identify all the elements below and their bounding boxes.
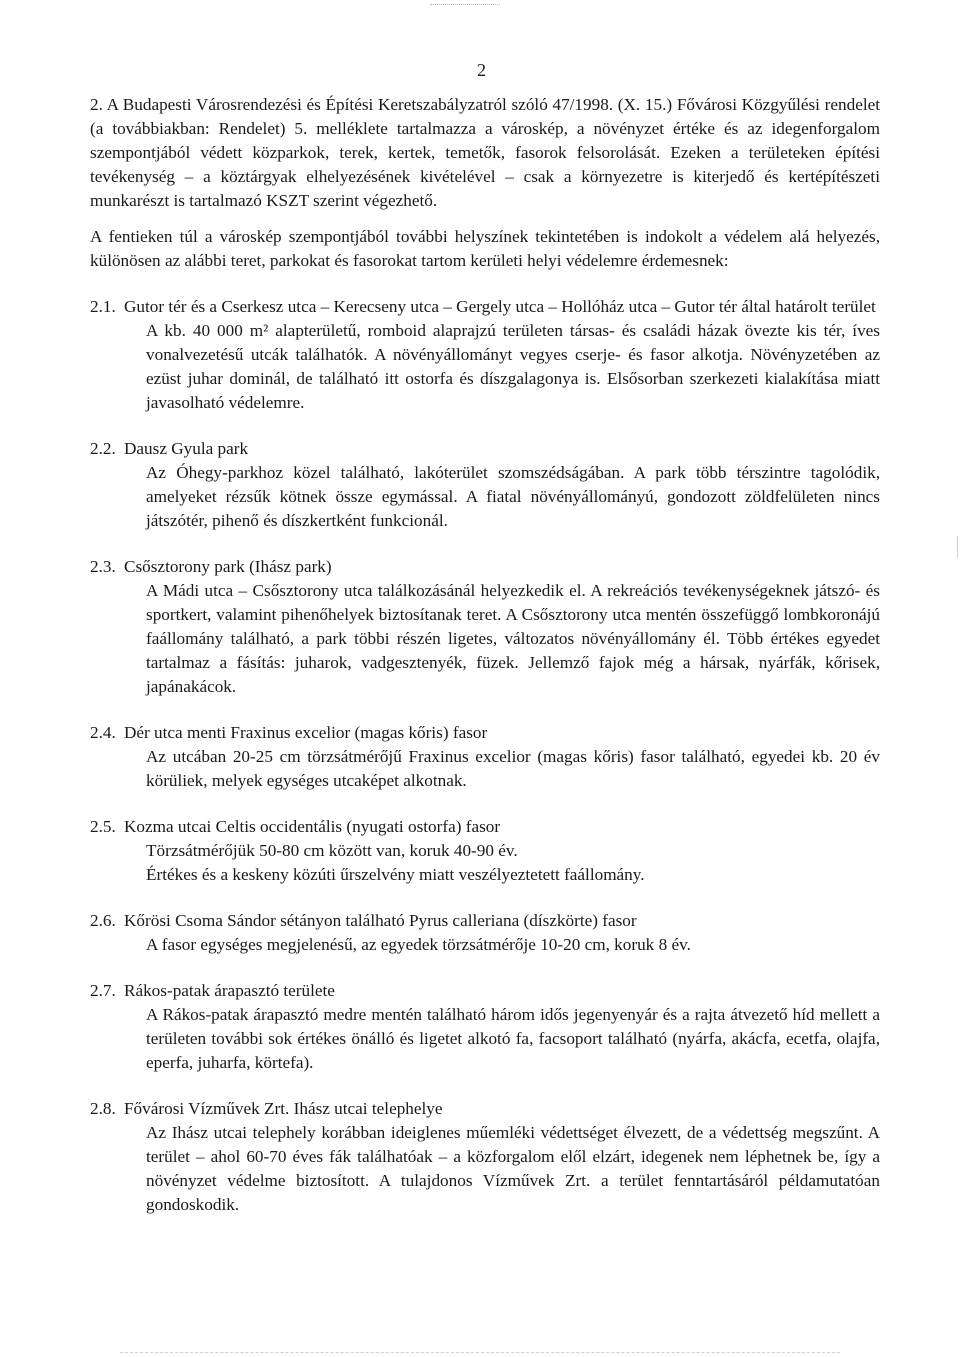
document-body	[90, 93, 880, 1239]
section-item	[90, 555, 880, 699]
section-number: 2.3.	[90, 557, 116, 576]
section-title: Kozma utcai Celtis occidentális (nyugati ostorfa) fasor	[124, 817, 501, 836]
section-item	[90, 979, 880, 1075]
scan-artifact-top	[430, 4, 500, 6]
section-list	[90, 295, 880, 1217]
section-paragraph: A fasor egységes megjelenésű, az egyedek törzsátmérője 10-20 cm, koruk 8 év.	[146, 935, 691, 954]
section-item	[90, 437, 880, 533]
scan-artifact-margin	[957, 536, 958, 558]
section-title: Kőrösi Csoma Sándor sétányon található Pyrus calleriana (díszkörte) fasor	[124, 911, 637, 930]
section-number: 2.4.	[90, 723, 116, 742]
section-item	[90, 909, 880, 957]
section-title: Rákos-patak árapasztó területe	[124, 981, 335, 1000]
section-number: 2.2.	[90, 439, 116, 458]
section-number: 2.8.	[90, 1099, 116, 1118]
section-item	[90, 1097, 880, 1217]
section-paragraph: A Mádi utca – Csősztorony utca találkozásánál helyezkedik el. A rekreációs tevékenységeknek játszó- és sportkert, valamint pihenőhelyek biztosítanak teret. A Csősztorony utca mentén összefüggő lombkoronájú faállomány található, a park többi részén ligetes, változatos növényállomány él. Több értékes egyedet tartalmaz a fásítás: juharok, vadgesztenyék, füzek. Jellemző fajok még a hársak, nyárfák, kőrisek, japánakácok.	[146, 581, 880, 696]
section-body	[146, 933, 880, 957]
section-body	[146, 461, 880, 533]
section-heading	[90, 721, 880, 745]
section-paragraph: Az Ihász utcai telephely korábban ideiglenes műemléki védettséget élvezett, de a védettség megszűnt. A terület – ahol 60-70 éves fák találhatóak – a közforgalom elől elzárt, idegenek nem léphetnek be, így a növényzet védelme biztosított. A tulajdonos Vízművek Zrt. a terület fenntartásáról példamutatóan gondoskodik.	[146, 1123, 880, 1214]
section-title: Gutor tér és a Cserkesz utca – Kerecseny utca – Gergely utca – Hollóház utca – Gutor tér által határolt terület	[124, 297, 876, 316]
section-item	[90, 295, 880, 415]
section-title: Dausz Gyula park	[124, 439, 249, 458]
intro-paragraph-1: 2. A Budapesti Városrendezési és Építési Keretszabályzatról szóló 47/1998. (X. 15.) Fővárosi Közgyűlési rendelet (a továbbiakban: Rendelet) 5. melléklete tartalmazza a városkép, a növényzet értéke és az idegenforgalom szempontjából védett közparkok, terek, kertek, temetők, fasorok felsorolását. Ezeken a területeken építési tevékenység – a köztárgyak elhelyezésének kivételével – csak a környezetre is kiterjedő és kertépítészeti munkarészt is tartalmazó KSZT szerint végezhető.	[90, 95, 880, 210]
section-paragraph: Értékes és a keskeny közúti űrszelvény miatt veszélyeztetett faállomány.	[146, 865, 645, 884]
section-paragraph: A kb. 40 000 m² alapterületű, romboid alaprajzú területen társas- és családi házak övezte kis tér, íves vonalvezetésű utcák találhatók. A növényállományt vegyes cserje- és fasor alkotja. Növényzetében az ezüst juhar dominál, de található itt ostorfa és díszgalagonya is. Elsősorban szerkezeti kialakítása miatt javasolható védelemre.	[146, 321, 880, 412]
section-heading	[90, 909, 880, 933]
section-body	[146, 1003, 880, 1075]
section-paragraph: A Rákos-patak árapasztó medre mentén található három idős jegenyenyár és a rajta átvezető híd mellett a területen további sok értékes önálló és ligetet alkotó fa, facsoport található (nyárfa, akácfa, ecetfa, olajfa, eperfa, juharfa, körtefa).	[146, 1005, 880, 1072]
section-number: 2.5.	[90, 817, 116, 836]
scan-artifact-bottom	[120, 1352, 840, 1354]
section-heading	[90, 555, 880, 579]
section-heading	[90, 979, 880, 1003]
section-heading	[90, 295, 880, 319]
section-title: Fővárosi Vízművek Zrt. Ihász utcai telephelye	[124, 1099, 443, 1118]
section-item	[90, 721, 880, 793]
intro-paragraph-2: A fentieken túl a városkép szempontjából további helyszínek tekintetében is indokolt a védelem alá helyezés, különösen az alábbi teret, parkokat és fasorokat tartom kerületi helyi védelemre érdemesnek:	[90, 227, 880, 270]
section-body	[146, 579, 880, 699]
section-paragraph: Az utcában 20-25 cm törzsátmérőjű Fraxinus excelior (magas kőris) fasor található, egyedei kb. 20 év körüliek, melyek egységes utcaképet alkotnak.	[146, 747, 880, 790]
section-body	[146, 1121, 880, 1217]
page-number: 2	[477, 60, 486, 80]
section-paragraph: Az Óhegy-parkhoz közel található, lakóterület szomszédságában. A park több térszintre tagolódik, amelyeket rézsűk kötnek össze egymással. A fiatal növényállományú, gondozott zöldfelületen nincs játszótér, pihenő és díszkertként funkcionál.	[146, 463, 880, 530]
section-number: 2.7.	[90, 981, 116, 1000]
section-body	[146, 839, 880, 887]
section-body	[146, 745, 880, 793]
section-paragraph: Törzsátmérőjük 50-80 cm között van, koruk 40-90 év.	[146, 841, 518, 860]
section-heading	[90, 437, 880, 461]
section-item	[90, 815, 880, 887]
section-heading	[90, 1097, 880, 1121]
section-number: 2.1.	[90, 297, 116, 316]
section-heading	[90, 815, 880, 839]
section-title: Csősztorony park (Ihász park)	[124, 557, 332, 576]
section-number: 2.6.	[90, 911, 116, 930]
section-body	[146, 319, 880, 415]
section-title: Dér utca menti Fraxinus excelior (magas kőris) fasor	[124, 723, 488, 742]
